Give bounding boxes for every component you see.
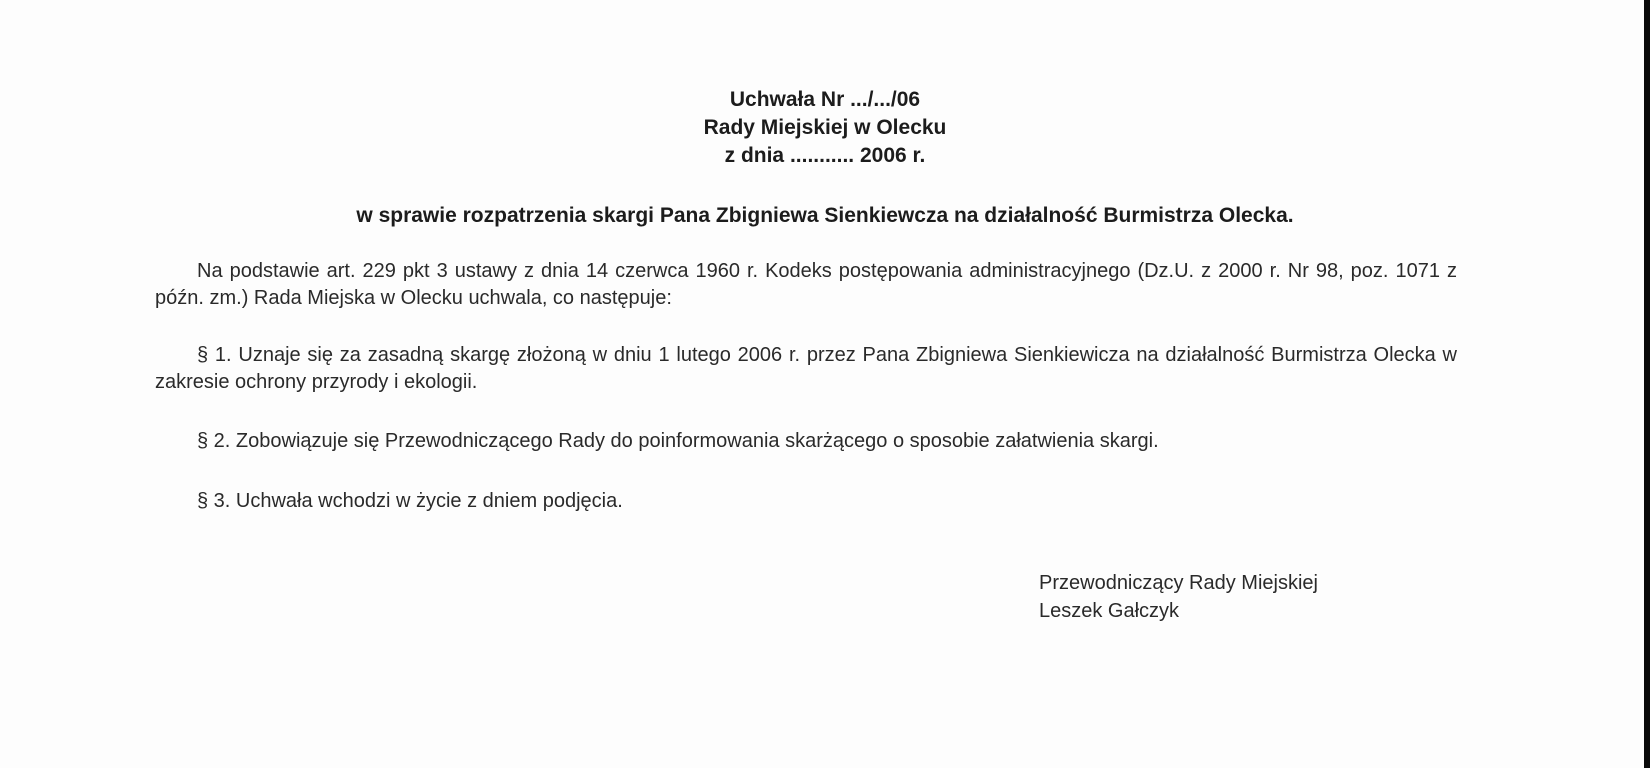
legal-basis-paragraph: Na podstawie art. 229 pkt 3 ustawy z dnia 14 czerwca 1960 r. Kodeks postępowania administracyjnego (Dz.U. z 2000 r. Nr 98, poz. 1071 z późn. zm.) Rada Miejska w Olecku uchwala, co następuje:: [155, 260, 1457, 309]
resolution-date: z dnia ........... 2006 r.: [724, 144, 926, 167]
resolution-number: Uchwała Nr .../.../06: [729, 88, 921, 111]
resolution-header: [0, 86, 1650, 170]
scan-edge-border: [1644, 0, 1650, 768]
signature-block: [1039, 569, 1318, 625]
signatory-name: Leszek Gałczyk: [1039, 600, 1180, 622]
council-name: Rady Miejskiej w Olecku: [703, 116, 947, 139]
signatory-title: Przewodniczący Rady Miejskiej: [1039, 572, 1318, 594]
section-2-paragraph: § 2. Zobowiązuje się Przewodniczącego Rady do poinformowania skarżącego o sposobie załatwienia skargi.: [197, 430, 1159, 452]
section-3-paragraph: § 3. Uchwała wchodzi w życie z dniem podjęcia.: [197, 490, 623, 512]
section-1-paragraph: § 1. Uznaje się za zasadną skargę złożoną w dniu 1 lutego 2006 r. przez Pana Zbigniewa Sienkiewicza na działalność Burmistrza Olecka w zakresie ochrony przyrody i ekologii.: [155, 344, 1457, 393]
resolution-subject: w sprawie rozpatrzenia skargi Pana Zbigniewa Sienkiewcza na działalność Burmistrza Olecka.: [356, 204, 1294, 227]
